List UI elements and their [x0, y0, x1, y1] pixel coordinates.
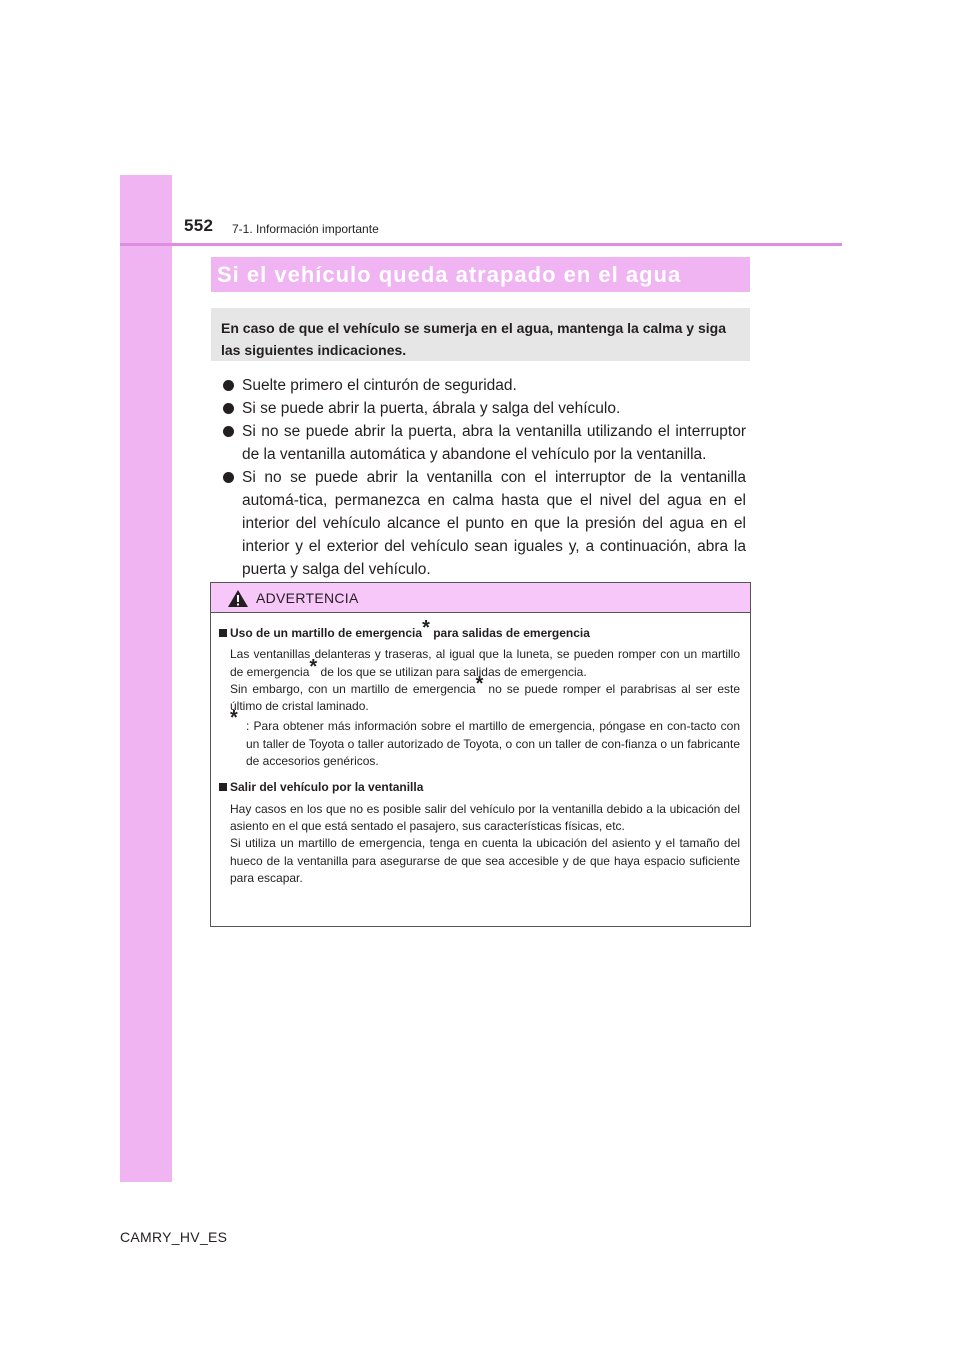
list-item: Si no se puede abrir la ventanilla con el interruptor de la ventanilla automá-tica, permanezca en calma hasta que el nivel del agua en el interior del vehículo alcance el punto en que la presión del agua en el interior y el exterior del vehículo sean iguales y, a continuación, abra la puerta y salga del vehículo. [222, 466, 746, 581]
warning-triangle-icon [227, 589, 249, 608]
page-number: 552 [184, 216, 214, 235]
warning-paragraph: Sin embargo, con un martillo de emergencia* no se puede romper el parabrisas al ser este último de cristal laminado. [230, 672, 740, 714]
list-item: Suelte primero el cinturón de seguridad. [222, 374, 746, 397]
asterisk-mark: * [422, 617, 430, 639]
list-item: Si no se puede abrir la puerta, abra la ventanilla utilizando el interruptor de la ventanilla automática y abandone el vehículo por la ventanilla. [222, 420, 746, 466]
bullet-dot-icon [223, 472, 234, 483]
page-title: Si el vehículo queda atrapado en el agua [211, 257, 750, 292]
warning-paragraph: Las ventanillas delanteras y traseras, al igual que la luneta, se pueden romper con un martillo de emergencia* de los que se utilizan para salidas de emergencia. [230, 647, 740, 679]
warning-header [211, 583, 750, 613]
warning-body [211, 613, 750, 887]
section-label: 7-1. Información importante [232, 222, 379, 236]
square-bullet-icon [219, 783, 227, 791]
square-bullet-icon [219, 629, 227, 637]
bullet-dot-icon [223, 426, 234, 437]
intro-box [211, 308, 750, 361]
warning-box [210, 582, 751, 927]
warning-heading-hammer: Uso de un martillo de emergencia* para salidas de emergencia [219, 625, 740, 642]
warning-heading-window: Salir del vehículo por la ventanilla [219, 779, 740, 796]
warning-title: ADVERTENCIA [256, 590, 359, 606]
warning-paragraph: Hay casos en los que no es posible salir del vehículo por la ventanilla debido a la ubicación del asiento en el que está sentado el pasajero, sus características físicas, etc. [230, 801, 740, 833]
side-tab-band [120, 175, 172, 1182]
list-item: Si se puede abrir la puerta, ábrala y salga del vehículo. [222, 397, 746, 420]
bullet-dot-icon [223, 403, 234, 414]
asterisk-mark: * [475, 672, 484, 695]
footnote: * : Para obtener más información sobre el martillo de emergencia, póngase en con-tacto con un taller de Toyota o taller autorizado de Toyota, o con un taller de con-fianza o un fabricante de accesorios genéricos. [230, 707, 740, 769]
intro-text: En caso de que el vehículo se sumerja en el agua, mantenga la calma y siga las siguientes indicaciones. [221, 320, 726, 358]
asterisk-mark: * [309, 655, 318, 678]
bullet-dot-icon [223, 380, 234, 391]
bullet-list [222, 374, 746, 581]
header-rule [120, 243, 842, 246]
footer-code: CAMRY_HV_ES [120, 1229, 228, 1245]
warning-paragraph: Si utiliza un martillo de emergencia, tenga en cuenta la ubicación del asiento y el tamaño del hueco de la ventanilla para asegurarse de que sea accesible y de que haya espacio suficiente para escapar. [230, 836, 740, 885]
